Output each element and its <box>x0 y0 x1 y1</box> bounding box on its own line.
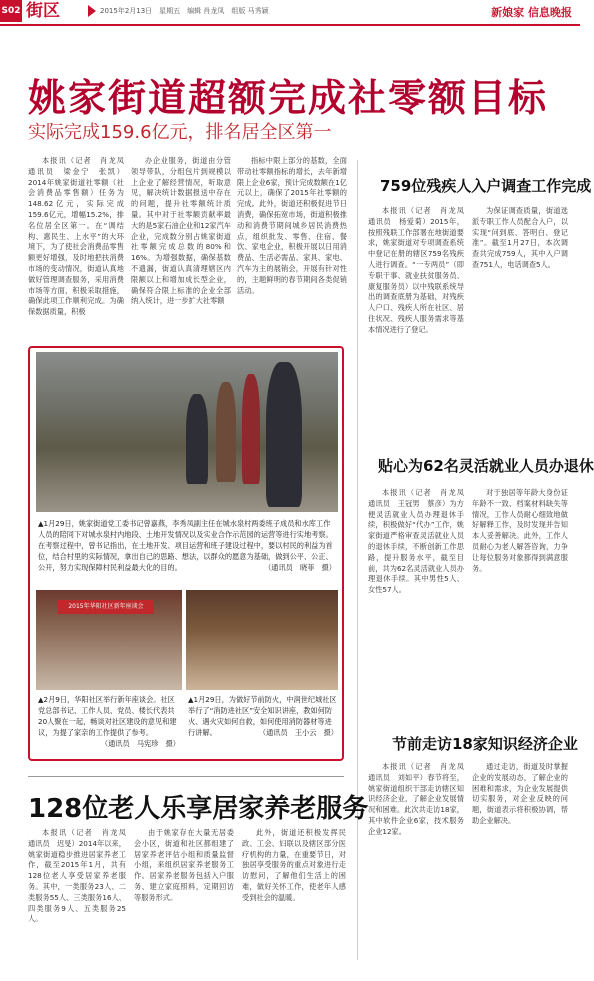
lead-column-3: 指标中限上部分的基数，全面带动社零额指标的增长，去年新增限上企业6家，预计完成数额在1亿元以上，确保了2015年社零额的完成。此外，街道还积极促进节日消费，确保拓宽市场，街道积极推动和消费节期间城乡居民消费热点，组织批发、零售、住宿、餐饮、家电企业，积极开展以日用消费品、生活必需品、家具、家电、汽车为主的展销会，开展有针对性的，主题鲜明的春节期间各类促销活动。 <box>237 156 347 295</box>
page-number-label: S02 <box>0 0 22 22</box>
person-figure <box>266 362 302 507</box>
article-body: 本报讯（记者 肖龙凤 通讯员 杨爱菊）2015年，按照残联工作部署在地街道要求，姚家街道对专项调查系统中登记在册的辖区759名残疾人进行调查。“一专两员”（即专职干事、就业扶贫服务员、康复服务员）以中残联系统导出的调查底册为基础，对残疾人户口、残疾人所在社区、居住状况、残疾人服务需求等基本情况进行了登记。 <box>368 206 472 334</box>
photo-village-inspection <box>36 352 338 512</box>
photo-caption-right: ▲1月29日，为做好节前防火，中润世纪城社区举行了“消防进社区”安全知识讲座，教如何防火、遇火灾如何自救，如何使用消防器材等进行讲解。 （通讯员 王小云 摄） <box>188 695 338 737</box>
photo-new-year-meeting <box>36 590 182 690</box>
photo-caption-main: ▲1月29日，姚家街道党工委书记曾嘉燕，李秀凤副主任在城水泉村两委班子成员和水库工作人员的陪同下对城水泉村内地段、土地开发情况以及实业合作示范园的运营等进行实地考察。在考察过程中，曾书记指出，在土地开发、项目运营和班子建设过程中，要以村民的利益为首位，结合村里的实际情况，拿出自己的思路、想法，以群众的愿意为基础，做到公平、公正、公开，努力实现保障村民利益最大化的目的。 （通讯员 晓菲 摄） <box>38 519 336 572</box>
section-rule <box>28 776 344 777</box>
article-body: 为保证调查质量，街道选派专职工作人员配合入户，以实现“问到底、答明白、登记准”。截至1月27日，本次调查共完成759人，其中入户调查751人，电话调查5人。 <box>472 206 568 269</box>
meeting-banner: 2015年华阳社区新年座谈会 <box>58 600 154 614</box>
issue-meta: 2015年2月13日 星期五 编辑 肖龙凤 组版 马秀颖 <box>100 7 269 15</box>
header-rule <box>0 24 580 26</box>
photo-fire-safety-talk <box>186 590 338 690</box>
article-body: 对于独居等年龄大身份证年龄不一致、档案材料缺失等情况，工作人员耐心细致地做好解释工作，及时发现并告知本人妥善解决。此外，工作人员耐心为老人解答咨询，力争让每位服务对象都得到满意服务。 <box>472 488 568 573</box>
newspaper-brand: 新娘家 信息晚报 <box>491 6 572 19</box>
lead-column-1: 本报讯（记者 肖龙凤 通讯员 梁金宁 张凯）2014年姚家街道社零额（社会消费品零售额）任务为148.62亿元，实际完成159.6亿元，增幅15.2%，排名位居全区第一。在“调结构、惠民生、上水平”的大环境下，为了使社会消费品零售额更好增强，及时地把扶消费市场的变动情况，街道认真地做好管理调查服务，采用消费市场等方面，积极采取措施，确保此项工作顺利完成。为确保数据质量，积极 <box>28 156 132 317</box>
article-body: 本报讯（记者 肖龙凤 通讯员 迟旻）2014年以来，姚家街道稳步推进居家养老工作，截至2015年1月，共有128位老人享受居家养老服务。其中，一类服务23人、二类服务55人、三类服务16人、四类服务9人、五类服务25人。 <box>28 828 134 924</box>
lead-column-2: 办企业服务，街道由分管领导带队，分组包片到规模以上企业了解经营情况，听取意见，解决统计数据报送中存在的问题，提升社零额统计质量。其中对于社零额贡献率最大的是5家石油企业和12家汽车企业，完成数分别占姚家街道社零额完成总数的80%和16%。为增强数据，确保基数不遗漏，街道认真清理辖区内限额以上和增加成长型企业，确保符合限上标准的企业全部纳入统计，进一步扩大社零额 <box>131 156 231 306</box>
person-figure <box>216 382 236 482</box>
article-body: 通过走访，街道及时掌握企业的发展动态，了解企业的困难和需求，为企业发展提供切实服务，对企业反映的问题，街道表示将积极协调，帮助企业解决。 <box>472 762 568 825</box>
article-body: 本报讯（记者 肖龙凤 通讯员 刘如平）春节将至，姚家街道组织干部走访辖区知识经济企业，了解企业发展情况和困难。此次共走访18家，其中软件企业6家，技术服务企业12家。 <box>368 762 472 836</box>
article-body: 本报讯（记者 肖龙凤 通讯员 王冠男 蔡彦）为方便灵活就业人员办理退休手续，积极做好“代办”工作，姚家街道严格审查灵活就业人员的退休手续，不断创新工作思路，提升服务水平，截至目前，共为62名灵活就业人员办理退休手续。其中男性5人、女性57人。 <box>368 488 472 595</box>
article-title: 贴心为62名灵活就业人员办退休 <box>378 457 594 475</box>
lead-headline: 姚家街道超额完成社零额目标 <box>28 76 549 120</box>
column-divider <box>357 160 358 960</box>
person-figure <box>186 394 208 484</box>
article-title: 759位残疾人入户调查工作完成 <box>380 177 592 195</box>
photo-caption-left: ▲2月9日，华阳社区举行新年座谈会。社区党总部书记、工作人员、党员、楼长代表共20人聚在一起，畅谈对社区建设的意见和建议，为提了家亲的工作提供了参考。 （通讯员 马宪珍 摄） <box>38 695 180 748</box>
lead-subheadline: 实际完成159.6亿元，排名居全区第一 <box>28 122 332 143</box>
article-body: 此外，街道还积极发挥民政、工会、妇联以及辖区部分医疗机构的力量，在重要节日，对独居享受服务的重点对象进行走访慰问，了解他们生活上的困难，做好关怀工作，使老年人感受到社会的温暖。 <box>242 828 346 902</box>
person-figure <box>242 374 260 484</box>
article-title: 节前走访18家知识经济企业 <box>392 735 578 753</box>
section-title: 街区 <box>26 1 60 21</box>
article-body: 由于姚家存在大量无居委会小区，街道和社区都组建了居家养老评估小组和质量监督小组，来组织居家养老服务工作。居家养老服务包括入户服务、建立家庭照料，定期回访等服务形式。 <box>134 828 234 902</box>
arrow-icon <box>88 5 96 17</box>
article-title: 128位老人乐享居家养老服务 <box>28 794 369 824</box>
